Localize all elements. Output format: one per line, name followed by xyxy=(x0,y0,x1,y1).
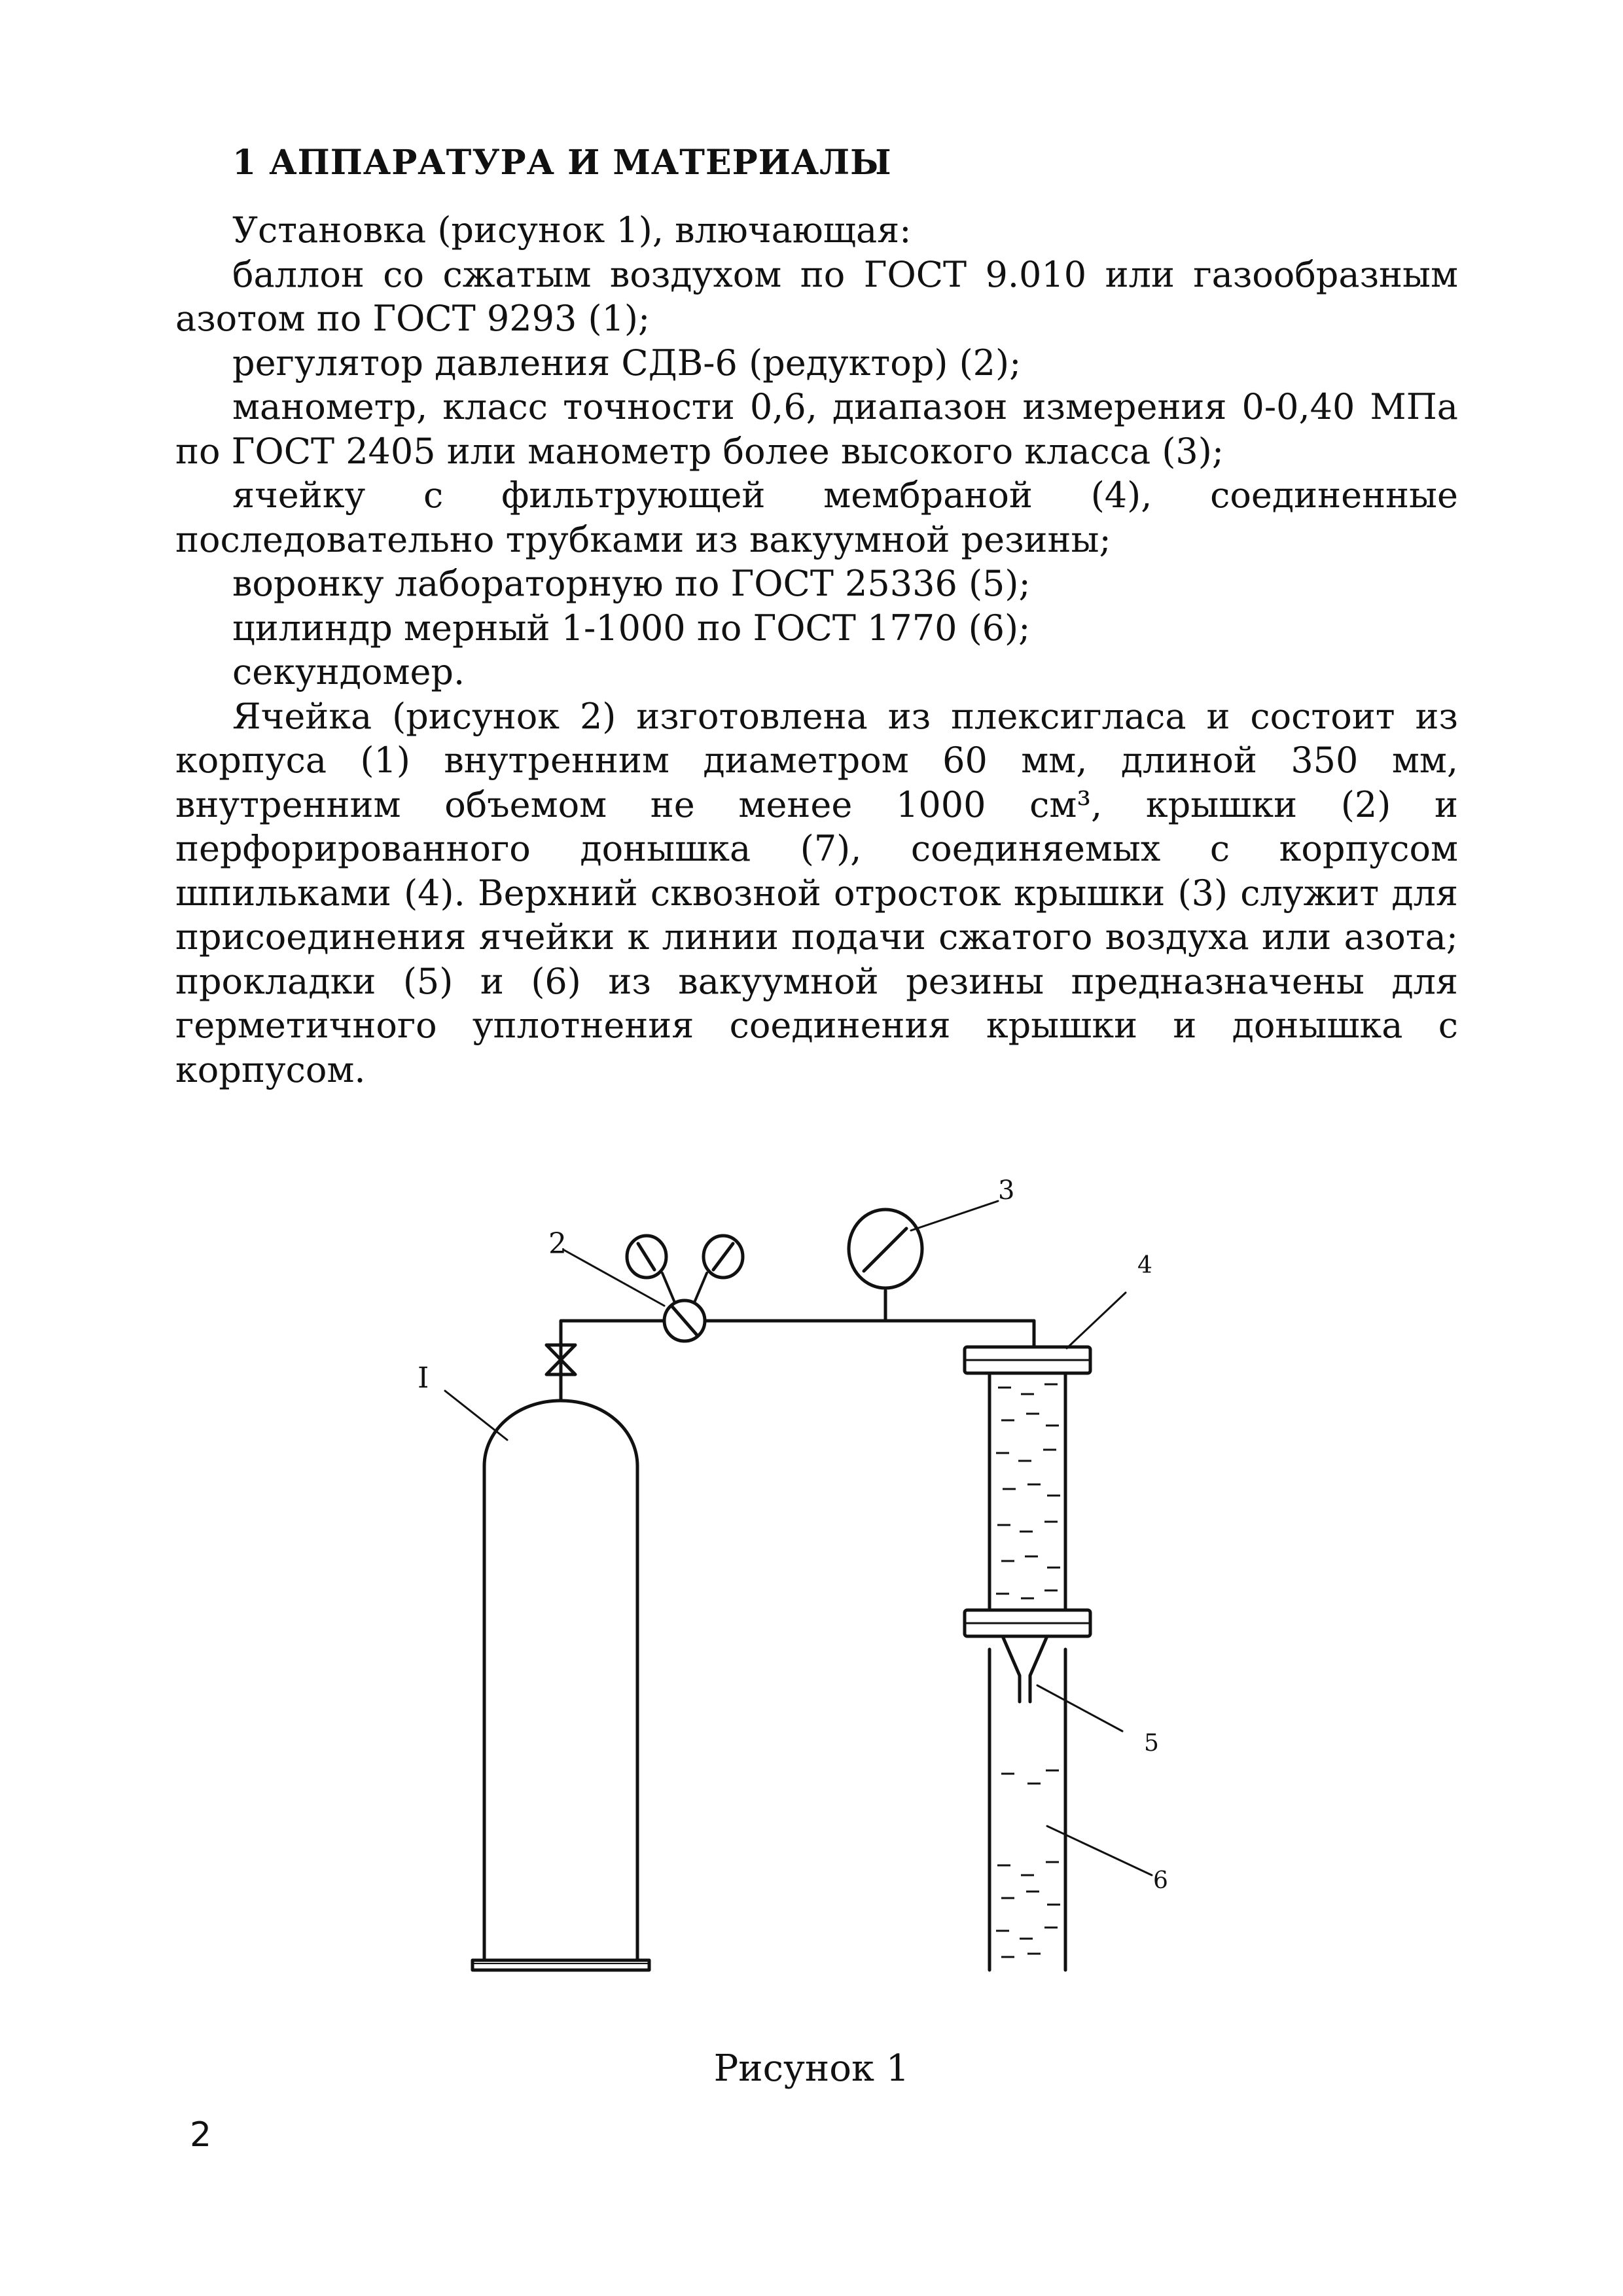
leader-lines xyxy=(445,1201,1152,1875)
figure-apparatus-diagram xyxy=(0,1113,1623,2029)
liquid-hatching xyxy=(996,1384,1060,1957)
paragraph-manometer: манометр, класс точности 0,6, диапазон измерения 0-0,40 МПа по ГОСТ 2405 или манометр более высокого класса (3); xyxy=(175,386,1458,472)
figure-caption: Рисунок 1 xyxy=(713,2047,910,2090)
paragraph-setup: Установка (рисунок 1), влючающая: xyxy=(232,209,912,251)
paragraph-cell-description: Ячейка (рисунок 2) изготовлена из плексигласа и состоит из корпуса (1) внутренним диаметром 60 мм, длиной 350 мм, внутренним объемом не менее 1000 см³, крышки (2) и перфорированного донышка (7), соединяемых с корпусом шпильками (4). Верхний сквозной отросток крышки (3) служит для присоединения ячейки к линии подачи сжатого воздуха или азота; прокладки (5) и (6) из вакуумной резины предназначены для герметичного уплотнения соединения крышки и донышка с корпусом. xyxy=(175,695,1458,1090)
label-measuring-cylinder: 6 xyxy=(1153,1867,1168,1894)
measuring-cylinder xyxy=(990,1649,1065,1970)
paragraph-cell: ячейку с фильтрующей мембраной (4), соединенные последовательно трубками из вакуумной резины; xyxy=(175,475,1458,560)
label-funnel: 5 xyxy=(1144,1730,1159,1757)
page-number: 2 xyxy=(190,2115,212,2155)
label-filtration-cell: 4 xyxy=(1137,1252,1152,1279)
label-pressure-regulator: 2 xyxy=(548,1227,567,1261)
paragraph-gas-cylinder: баллон со сжатым воздухом по ГОСТ 9.010 или газообразным азотом по ГОСТ 9293 (1); xyxy=(175,253,1458,339)
paragraph-stopwatch: секундомер. xyxy=(232,651,465,692)
label-manometer: 3 xyxy=(998,1175,1015,1206)
pressure-regulator xyxy=(627,1236,743,1341)
label-gas-cylinder: I xyxy=(418,1361,429,1395)
connecting-pipes xyxy=(561,1291,1034,1347)
gas-cylinder xyxy=(473,1391,649,1970)
valve-icon xyxy=(546,1329,575,1391)
paragraph-regulator: регулятор давления СДВ-6 (редуктор) (2); xyxy=(232,342,1022,384)
section-heading: 1 АППАРАТУРА И МАТЕРИАЛЫ xyxy=(232,143,892,183)
paragraph-measuring-cylinder: цилиндр мерный 1-1000 по ГОСТ 1770 (6); xyxy=(232,607,1031,649)
body-text xyxy=(175,208,1458,1092)
filtration-cell xyxy=(965,1347,1090,1636)
paragraph-funnel: воронку лабораторную по ГОСТ 25336 (5); xyxy=(232,563,1031,604)
manometer xyxy=(849,1210,922,1288)
funnel xyxy=(1003,1636,1047,1702)
